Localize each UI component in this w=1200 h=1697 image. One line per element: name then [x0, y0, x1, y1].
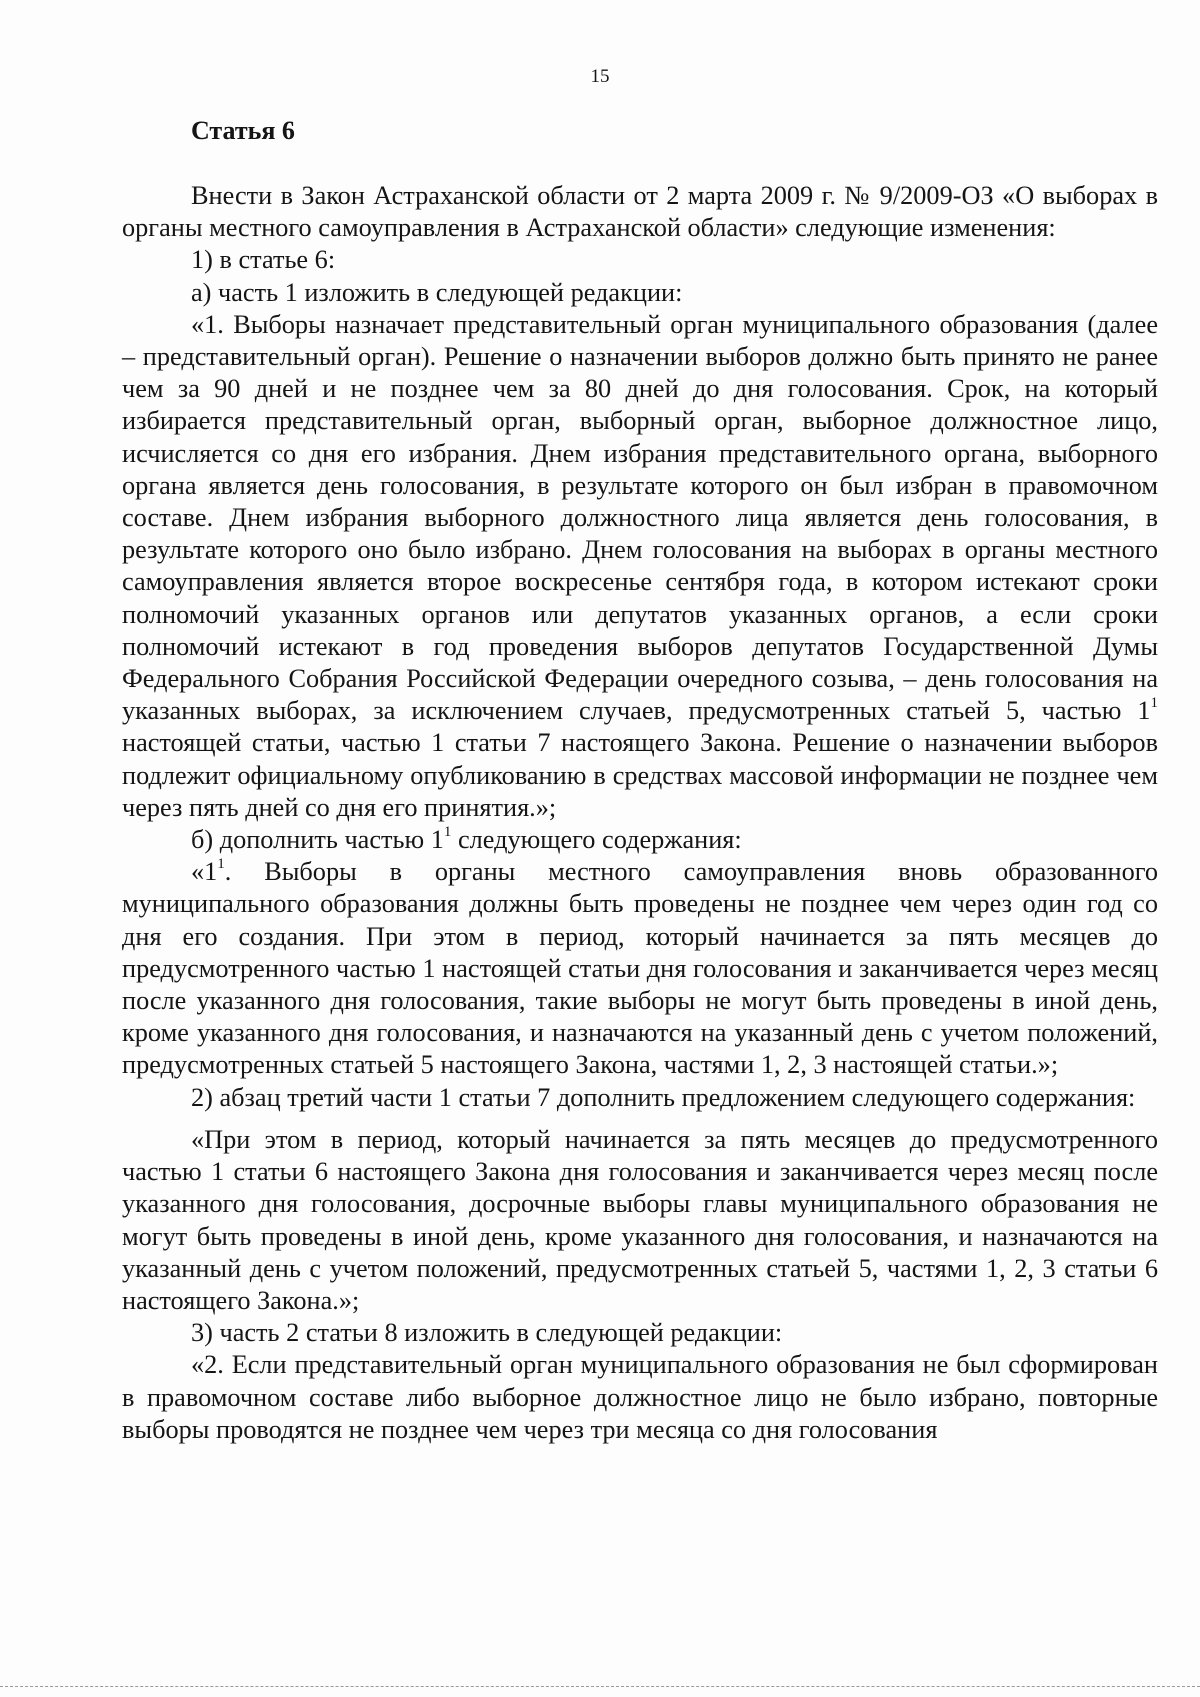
paragraph-item-1: 1) в статье 6: [191, 245, 336, 275]
superscript: 1 [443, 824, 452, 841]
page-number: 15 [590, 66, 610, 87]
text-run: «1 [191, 857, 218, 887]
paragraph-item-2: 2) абзац третий части 1 статьи 7 дополнить предложением следующего содержания: [191, 1082, 1136, 1112]
text-run: «1. Выборы назначает представительный орган муниципального образования (далее – представительный орган). Решение о назначении выборов должно быть принято не ранее чем за 90 дней и не позднее чем за 80 дней до дня голосования. Срок, на который избирается представительный орган, выборный орган, выборное должностное лицо, исчисляется со дня его избрания. Днем избрания представительного органа, выборного органа является день голосования, в результате которого он был избран в правомочном составе. Днем избрания выборного должностного лица является день голосования, в результате которого оно было избрано. Днем голосования на выборах в органы местного самоуправления является второе воскресенье сентября года, в котором истекают сроки полномочий указанных органов или депутатов указанных органов, а если сроки полномочий истекают в год проведения выборов депутатов Государственной Думы Федерального Собрания Российской Федерации очередного созыва, – день голосования на указанных выборах, за исключением случаев, предусмотренных статьей 5, частью 1 [122, 309, 1158, 726]
paragraph-subitem-b [122, 824, 1158, 856]
text-run: . Выборы в органы местного самоуправления вновь образованного муниципального образования должны быть проведены не позднее чем через один год со дня его создания. При этом в период, который начинается за пять месяцев до предусмотренного частью 1 настоящей статьи дня голосования и заканчивается через месяц после указанного дня голосования, такие выборы не могут быть проведены в иной день, кроме указанного дня голосования, и назначаются на указанный день с учетом положений, предусмотренных статьей 5 настоящего Закона, частями 1, 2, 3 настоящей статьи.»; [122, 857, 1158, 1080]
superscript: 1 [1150, 695, 1158, 712]
paragraph-part-1-text [122, 309, 1158, 824]
superscript: 1 [217, 856, 225, 873]
paragraph-part-1-1-text [122, 856, 1158, 1081]
paragraph-item-3: 3) часть 2 статьи 8 изложить в следующей редакции: [191, 1318, 783, 1348]
article-heading: Статья 6 [191, 116, 295, 145]
paragraph-subitem-a: а) часть 1 изложить в следующей редакции: [191, 277, 683, 307]
text-run: б) дополнить частью 1 [191, 825, 444, 855]
paragraph-intro: Внести в Закон Астраханской области от 2 марта 2009 г. № 9/2009-ОЗ «О выборах в органы местного самоуправления в Астраханской области» следующие изменения: [122, 181, 1158, 243]
text-run: настоящей статьи, частью 1 статьи 7 настоящего Закона. Решение о назначении выборов подлежит официальному опубликованию в средствах массовой информации не позднее чем через пять дней со дня его принятия.»; [122, 728, 1158, 822]
paragraph-item-2-text: «При этом в период, который начинается за пять месяцев до предусмотренного частью 1 статьи 6 настоящего Закона дня голосования и заканчивается через месяц после указанного дня голосования, досрочные выборы главы муниципального образования не могут быть проведены в иной день, кроме указанного дня голосования, и назначаются на указанный день с учетом положений, предусмотренных статьей 5, частями 1, 2, 3 статьи 6 настоящего Закона.»; [122, 1124, 1158, 1315]
paragraph-part-2-text: «2. Если представительный орган муниципального образования не был сформирован в правомочном составе либо выборное должностное лицо не было избрано, повторные выборы проводятся не позднее чем через три месяца со дня голосования [122, 1350, 1158, 1444]
page-bottom-rule [0, 1686, 1200, 1687]
article-body [122, 180, 1158, 1446]
text-run: следующего содержания: [451, 825, 742, 855]
